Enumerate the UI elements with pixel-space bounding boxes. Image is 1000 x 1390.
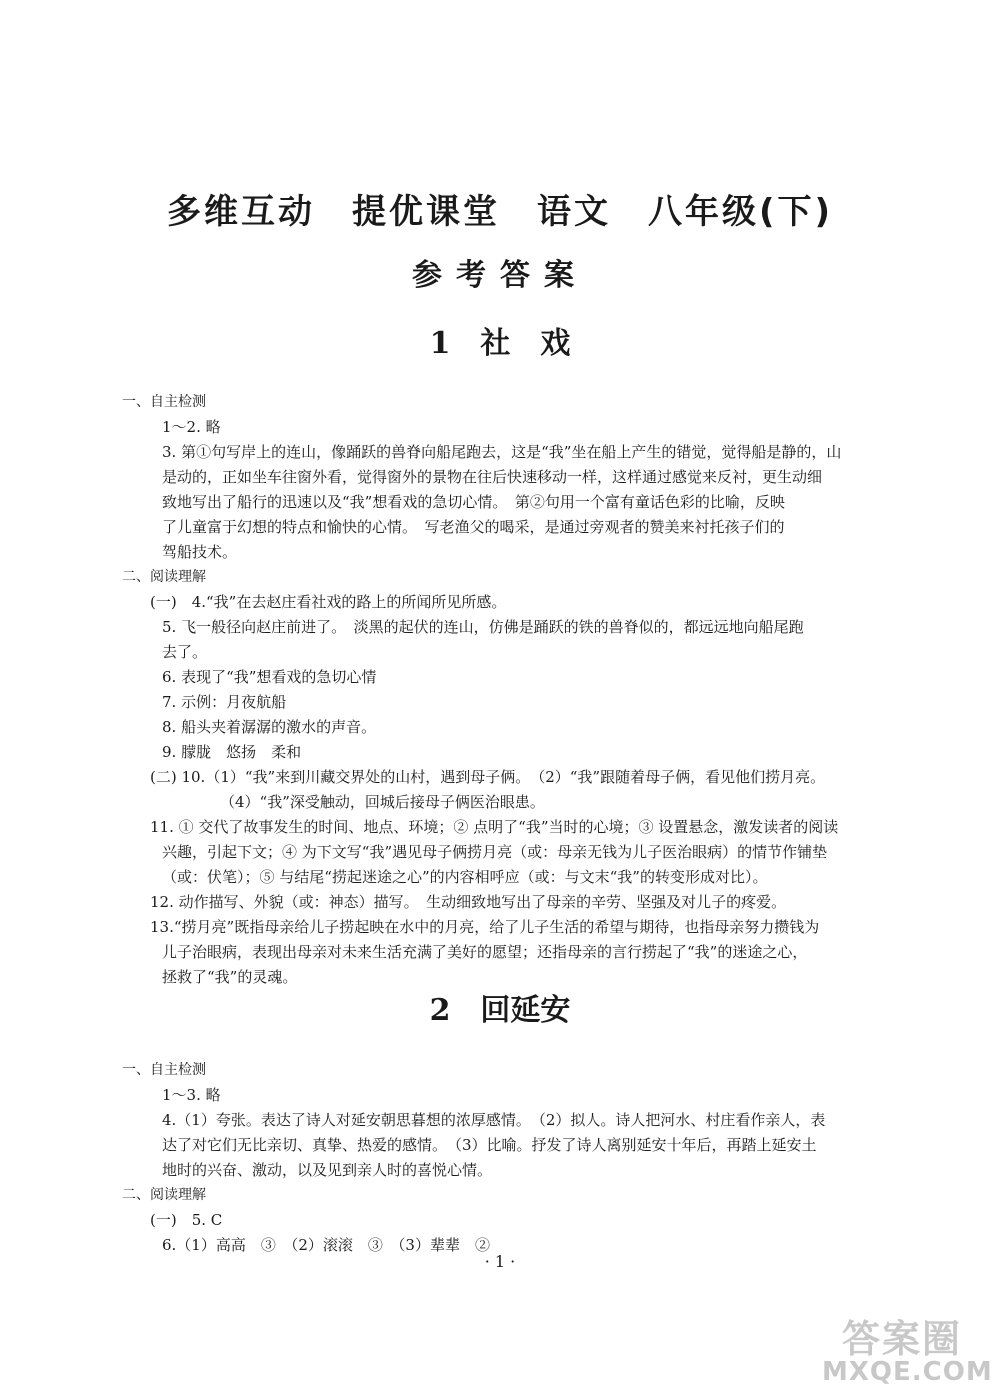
answer-line: 3. 第①句写岸上的连山，像踊跃的兽脊向船尾跑去，这是“我”坐在船上产生的错觉，觉得船是静的，山 — [162, 443, 842, 461]
answer-line: (一) 4.“我”在去赵庄看社戏的路上的所闻所见所感。 — [150, 593, 507, 611]
watermark-logo — [822, 1308, 993, 1387]
answer-line: 驾船技术。 — [162, 543, 238, 561]
answer-line: 拯救了“我”的灵魂。 — [162, 968, 298, 986]
page-title: 多维互动 提优课堂 语文 八年级(下) — [166, 192, 834, 232]
answer-line: 6.（1）高高 ③ （2）滚滚 ③ （3）辈辈 ② — [162, 1236, 490, 1254]
section-heading: 二、阅读理解 — [122, 1187, 206, 1203]
answer-line: 去了。 — [162, 643, 208, 661]
answer-line: 致地写出了船行的迅速以及“我”想看戏的急切心情。 第②句用一个富有童话色彩的比喻，反映 — [162, 493, 785, 511]
answer-line: （4）“我”深受触动，回城后接母子俩医治眼患。 — [220, 793, 545, 811]
section-heading: 二、阅读理解 — [122, 569, 206, 585]
answer-line: 1～2. 略 — [162, 418, 221, 436]
section-heading: 一、自主检测 — [122, 394, 206, 410]
answer-line: 1～3. 略 — [162, 1086, 221, 1104]
watermark-url: MXQE.COM — [822, 1357, 993, 1387]
answer-line: 12. 动作描写、外貌（或：神态）描写。 生动细致地写出了母亲的辛劳、坚强及对儿子的疼爱。 — [150, 893, 787, 911]
answer-line: 11. ① 交代了故事发生的时间、地点、环境；② 点明了“我”当时的心境；③ 设置悬念，激发读者的阅读 — [150, 818, 839, 836]
answer-line: (一) 5. C — [150, 1211, 223, 1229]
answer-line: 5. 飞一般径向赵庄前进了。 淡黑的起伏的连山，仿佛是踊跃的铁的兽脊似的，都远远地向船尾跑 — [162, 618, 804, 636]
answer-line: 7. 示例：月夜航船 — [162, 693, 287, 711]
answer-line: 儿子治眼病，表现出母亲对未来生活充满了美好的愿望；还指母亲的言行捞起了“我”的迷途之心， — [162, 943, 808, 961]
section-heading: 一、自主检测 — [122, 1062, 206, 1078]
answer-line: 9. 朦胧 悠扬 柔和 — [162, 743, 302, 761]
watermark-text: 答案圈 — [841, 1317, 962, 1361]
chapter-1-body — [122, 390, 882, 990]
answer-line: 4.（1）夸张。表达了诗人对延安朝思暮想的浓厚感情。 （2）拟人。诗人把河水、村庄看作亲人，表 — [162, 1111, 826, 1129]
answer-line: (二) 10.（1）“我”来到川藏交界处的山村，遇到母子俩。 （2）“我”跟随着母子俩，看见他们捞月亮。 — [150, 768, 826, 786]
answer-line: 是动的，正如坐车往窗外看，觉得窗外的景物在往后快速移动一样，这样通过感觉来反衬，更生动细 — [162, 468, 823, 486]
answer-line: （或：伏笔）；⑤ 与结尾“捞起迷途之心”的内容相呼应（或：与文末“我”的转变形成对比）。 — [162, 868, 768, 886]
page-subtitle: 参考答案 — [412, 258, 588, 293]
answer-line: 达了对它们无比亲切、真挚、热爱的感情。 （3）比喻。抒发了诗人离别延安十年后，再踏上延安土 — [162, 1136, 817, 1154]
chapter-1-title: 1 社 戏 — [429, 326, 571, 361]
answer-line: 兴趣，引起下文；④ 为下文写“我”遇见母子俩捞月亮（或：母亲无钱为儿子医治眼病）的情节作铺垫 — [162, 843, 828, 861]
page-number: · 1 · — [484, 1252, 516, 1271]
answer-line: 13.“捞月亮”既指母亲给儿子捞起映在水中的月亮，给了儿子生活的希望与期待，也指母亲努力攒钱为 — [150, 918, 820, 936]
answer-line: 6. 表现了“我”想看戏的急切心情 — [162, 668, 377, 686]
chapter-2-body — [122, 1058, 882, 1258]
chapter-2-title: 2 回延安 — [429, 993, 571, 1028]
answer-line: 地时的兴奋、激动，以及见到亲人时的喜悦心情。 — [162, 1161, 493, 1179]
answer-line: 8. 船头夹着潺潺的激水的声音。 — [162, 718, 377, 736]
answer-line: 了儿童富于幻想的特点和愉快的心情。 写老渔父的喝采，是通过旁观者的赞美来衬托孩子们的 — [162, 518, 785, 536]
